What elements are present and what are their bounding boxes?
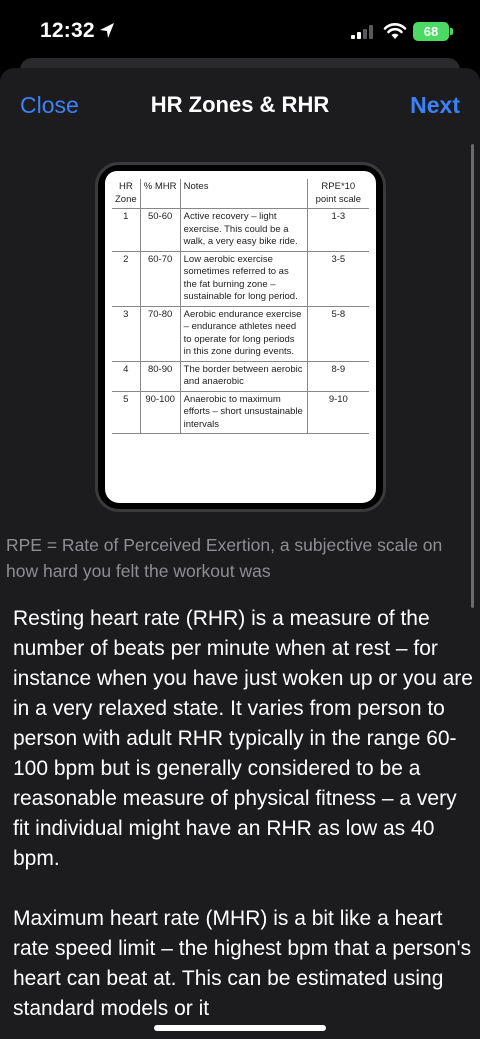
notes-cell: Low aerobic exercise sometimes referred to as the fat burning zone – sustainable for long period. <box>180 251 307 306</box>
notes-cell: Aerobic endurance exercise – endurance athletes need to operate for long periods in this zone during events. <box>180 306 307 361</box>
rpe-cell: 3-5 <box>307 251 369 306</box>
page-title: HR Zones & RHR <box>150 92 330 117</box>
notes-cell: Active recovery – light exercise. This could be a walk, a very easy bike ride. <box>180 209 307 252</box>
table-row <box>112 391 369 434</box>
rpe-cell: 9-10 <box>307 391 369 434</box>
table-row <box>112 251 369 306</box>
battery-icon <box>413 22 449 41</box>
article-body <box>13 604 473 1039</box>
mhr-cell: 70-80 <box>140 306 180 361</box>
table-row <box>112 209 369 252</box>
table-row <box>112 361 369 391</box>
zone-cell: 3 <box>112 306 140 361</box>
home-indicator[interactable] <box>154 1025 326 1031</box>
hr-zones-table-container <box>105 171 376 503</box>
zone-cell: 5 <box>112 391 140 434</box>
signal-icon <box>351 25 375 39</box>
close-button[interactable]: Close <box>20 92 79 118</box>
hr-zones-table <box>112 179 369 434</box>
status-time: 12:32 <box>40 19 95 42</box>
hr-zones-image <box>95 162 386 512</box>
image-caption: RPE = Rate of Perceived Exertion, a subjective scale on how hard you felt the workout was <box>6 535 443 581</box>
header-mhr: % MHR <box>140 179 180 209</box>
location-arrow-icon <box>99 22 115 40</box>
mhr-cell: 90-100 <box>140 391 180 434</box>
battery-tip <box>450 28 453 35</box>
mhr-cell: 50-60 <box>140 209 180 252</box>
paragraph-rhr: Resting heart rate (RHR) is a measure of the number of beats per minute when at rest – for instance when you have just woken up or you are in a very relaxed state. It varies from person to person with adult RHR typically in the range 60-100 bpm but is generally considered to be a reasonable measure of physical fitness – a very fit individual might have an RHR as low as 40 bpm. <box>13 607 473 870</box>
battery-level: 68 <box>423 24 439 39</box>
table-header-row <box>112 179 369 209</box>
header-rpe: RPE*10 point scale <box>307 179 369 209</box>
zone-cell: 1 <box>112 209 140 252</box>
rpe-cell: 5-8 <box>307 306 369 361</box>
mhr-cell: 80-90 <box>140 361 180 391</box>
modal-sheet <box>0 68 480 1039</box>
status-bar <box>0 0 480 62</box>
table-row <box>112 306 369 361</box>
rpe-cell: 1-3 <box>307 209 369 252</box>
notes-cell: Anaerobic to maximum efforts – short unsustainable intervals <box>180 391 307 434</box>
wifi-icon <box>383 22 407 40</box>
next-button[interactable]: Next <box>410 92 460 118</box>
mhr-cell: 60-70 <box>140 251 180 306</box>
zone-cell: 4 <box>112 361 140 391</box>
header-zone: HR Zone <box>112 179 140 209</box>
paragraph-mhr: Maximum heart rate (MHR) is a bit like a heart rate speed limit – the highest bpm that a person's heart can beat at. This can be estimated using standard models or it <box>13 907 472 1020</box>
zone-cell: 2 <box>112 251 140 306</box>
notes-cell: The border between aerobic and anaerobic <box>180 361 307 391</box>
header-notes: Notes <box>180 179 307 209</box>
rpe-cell: 8-9 <box>307 361 369 391</box>
